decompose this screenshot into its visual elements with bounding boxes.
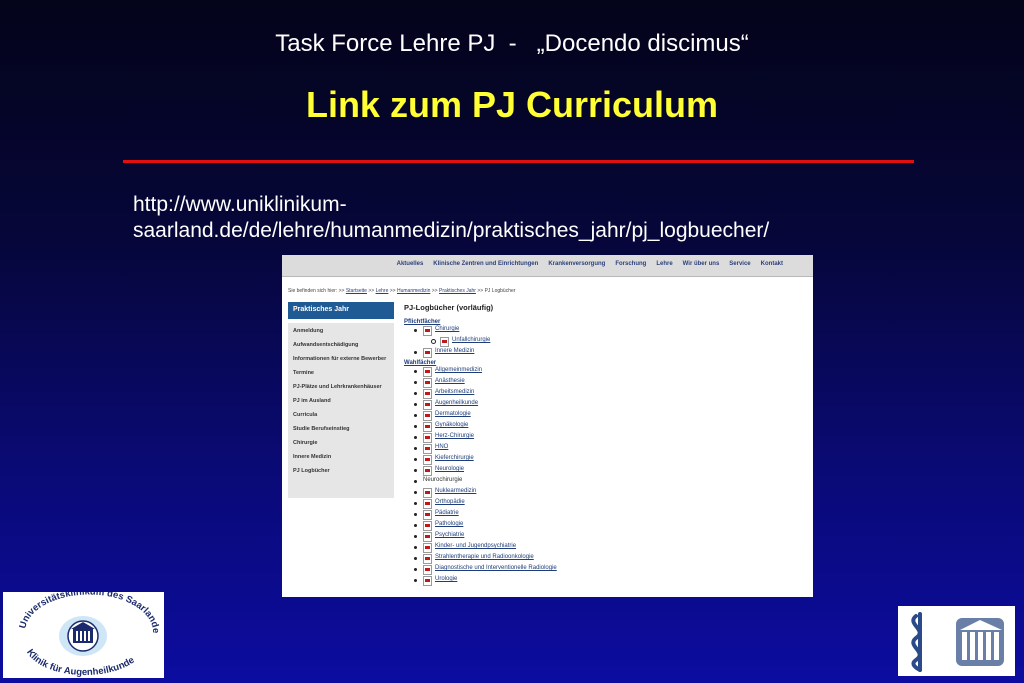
augenklinik-seal-icon bbox=[3, 592, 164, 678]
content-title: PJ-Logbücher (vorläufig) bbox=[404, 303, 494, 312]
pdf-icon bbox=[423, 326, 432, 336]
bullet bbox=[414, 370, 417, 373]
bullet bbox=[414, 447, 417, 450]
pdf-icon bbox=[423, 565, 432, 575]
pdf-icon bbox=[423, 488, 432, 498]
wahl-list bbox=[404, 366, 804, 586]
list-item bbox=[404, 575, 804, 586]
list-item bbox=[404, 421, 804, 432]
pdf-icon bbox=[423, 543, 432, 553]
bullet bbox=[414, 469, 417, 472]
bullet bbox=[414, 414, 417, 417]
bullet bbox=[414, 524, 417, 527]
logbook-link[interactable]: Augenheilkunde bbox=[435, 400, 479, 406]
bullet bbox=[414, 568, 417, 571]
url-line-2[interactable]: saarland.de/de/lehre/humanmedizin/praktisches_jahr/pj_logbuecher/ bbox=[133, 219, 770, 242]
list-item bbox=[404, 564, 804, 575]
bullet bbox=[414, 513, 417, 516]
list-item bbox=[404, 542, 804, 553]
bullet bbox=[414, 535, 417, 538]
list-item bbox=[404, 399, 804, 410]
sidebar bbox=[288, 302, 394, 498]
sidebar-item[interactable]: Anmeldung bbox=[293, 328, 324, 334]
breadcrumb-separator: >> bbox=[431, 288, 438, 294]
logbook-link[interactable]: Allgemeinmedizin bbox=[435, 367, 483, 373]
url-line-1[interactable]: http://www.uniklinikum- bbox=[133, 193, 347, 216]
pdf-icon bbox=[423, 422, 432, 432]
bullet bbox=[414, 557, 417, 560]
logbook-link[interactable]: Gynäkologie bbox=[435, 422, 469, 428]
logbook-link[interactable]: Diagnostische und Interventionelle Radiologie bbox=[435, 565, 557, 571]
bullet bbox=[414, 491, 417, 494]
logbook-link[interactable]: Neurologie bbox=[435, 466, 465, 472]
logbook-link[interactable]: Strahlentherapie und Radioonkologie bbox=[435, 554, 534, 560]
sidebar-heading: Praktisches Jahr bbox=[288, 302, 394, 319]
list-item: Chirurgie bbox=[404, 325, 804, 336]
pdf-icon bbox=[423, 411, 432, 421]
list-item bbox=[404, 410, 804, 421]
breadcrumb-separator: >> bbox=[368, 288, 375, 294]
nav-item-kliniken[interactable]: Klinische Zentren und Einrichtungen bbox=[433, 261, 539, 267]
breadcrumb-link[interactable]: Humanmedizin bbox=[397, 288, 431, 294]
list-item bbox=[404, 443, 804, 454]
section-heading-wahl: Wahlfächer bbox=[404, 360, 437, 366]
bullet bbox=[414, 502, 417, 505]
nav-item-krankenversorgung[interactable]: Krankenversorgung bbox=[548, 261, 606, 267]
bullet bbox=[414, 480, 417, 483]
logbook-link[interactable]: Kinder- und Jugendpsychiatrie bbox=[435, 543, 517, 549]
list-item bbox=[404, 388, 804, 399]
pdf-icon bbox=[423, 532, 432, 542]
list-item bbox=[404, 432, 804, 443]
pdf-icon bbox=[423, 348, 432, 358]
nav-item-kontakt[interactable]: Kontakt bbox=[760, 261, 783, 267]
logbook-link[interactable]: Pädiatrie bbox=[435, 510, 459, 516]
pdf-icon bbox=[423, 576, 432, 586]
list-item: Unfallchirurgie bbox=[404, 336, 804, 347]
breadcrumb-prefix: Sie befinden sich hier: bbox=[288, 288, 338, 294]
list-item bbox=[404, 531, 804, 542]
pdf-icon bbox=[423, 389, 432, 399]
slide-title: Link zum PJ Curriculum bbox=[305, 84, 719, 125]
list-item bbox=[404, 487, 804, 498]
sidebar-item[interactable]: Chirurgie bbox=[293, 440, 318, 446]
logo-text-bottom: Klinik für Augenheilkunde bbox=[24, 647, 137, 678]
sidebar-item[interactable]: Termine bbox=[293, 370, 314, 376]
augenklinik-logo bbox=[3, 592, 164, 678]
logbook-link: Neurochirurgie bbox=[423, 477, 463, 483]
breadcrumb-current: PJ Logbücher bbox=[484, 288, 516, 294]
sidebar-item[interactable]: Informationen für externe Bewerber bbox=[293, 356, 387, 362]
breadcrumb-link[interactable]: Startseite bbox=[345, 288, 367, 294]
bullet bbox=[414, 403, 417, 406]
sidebar-item[interactable]: Studie Berufseinstieg bbox=[293, 426, 350, 432]
list-item bbox=[404, 454, 804, 465]
logo-text-top: Universitätsklini um des Saarlande bbox=[17, 592, 162, 634]
curriculum-url[interactable] bbox=[133, 192, 913, 244]
sidebar-item[interactable]: PJ im Ausland bbox=[293, 398, 331, 404]
pdf-icon bbox=[423, 444, 432, 454]
pdf-icon bbox=[423, 367, 432, 377]
nav-item-aktuelles[interactable]: Aktuelles bbox=[396, 261, 424, 267]
pdf-icon bbox=[423, 378, 432, 388]
sidebar-menu bbox=[288, 323, 394, 498]
breadcrumb-link[interactable]: Lehre bbox=[375, 288, 389, 294]
nav-item-forschung[interactable]: Forschung bbox=[615, 261, 647, 267]
nav-item-wir-ueber-uns[interactable]: Wir über uns bbox=[682, 261, 720, 267]
list-item bbox=[404, 366, 804, 377]
breadcrumb bbox=[282, 277, 813, 294]
section-heading-pflicht: Pflichtfächer bbox=[404, 319, 441, 325]
bullet bbox=[414, 436, 417, 439]
list-item bbox=[404, 553, 804, 564]
nav-item-service[interactable]: Service bbox=[729, 261, 751, 267]
nav-item-lehre[interactable]: Lehre bbox=[656, 261, 673, 267]
list-item: Innere Medizin bbox=[404, 347, 804, 358]
list-item bbox=[404, 520, 804, 531]
sidebar-item[interactable]: Aufwandsentschädigung bbox=[293, 342, 359, 348]
pdf-icon bbox=[423, 433, 432, 443]
pdf-icon bbox=[423, 521, 432, 531]
pdf-icon bbox=[423, 466, 432, 476]
sidebar-item[interactable]: PJ-Plätze und Lehrkrankenhäuser bbox=[293, 384, 382, 390]
logbook-link[interactable]: Kieferchirurgie bbox=[435, 455, 474, 461]
breadcrumb-link[interactable]: Praktisches Jahr bbox=[438, 288, 476, 294]
main-content bbox=[404, 303, 804, 586]
logbook-link[interactable]: Orthopädie bbox=[435, 499, 465, 505]
top-navigation bbox=[282, 255, 813, 277]
logbook-link[interactable]: Herz-Chirurgie bbox=[435, 433, 475, 439]
sidebar-item[interactable]: Curricula bbox=[293, 412, 318, 418]
bullet bbox=[414, 579, 417, 582]
bullet bbox=[414, 546, 417, 549]
logbook-link[interactable]: Arbeitsmedizin bbox=[435, 389, 475, 395]
title-divider bbox=[123, 160, 914, 163]
slide-header: Task Force Lehre PJ - „Docendo discimus“ bbox=[275, 30, 749, 57]
pdf-icon bbox=[423, 554, 432, 564]
list-item bbox=[404, 465, 804, 476]
pdf-icon bbox=[423, 400, 432, 410]
logbook-link[interactable]: Dermatologie bbox=[435, 411, 471, 417]
list-item bbox=[404, 509, 804, 520]
list-item bbox=[404, 377, 804, 388]
logbook-link[interactable]: Urologie bbox=[435, 576, 458, 582]
sidebar-item[interactable]: Innere Medizin bbox=[293, 454, 332, 460]
bullet bbox=[414, 425, 417, 428]
bullet bbox=[414, 392, 417, 395]
logbook-link[interactable]: Pathologie bbox=[435, 521, 464, 527]
embedded-webpage-screenshot bbox=[282, 255, 813, 597]
pdf-icon bbox=[423, 499, 432, 509]
logbook-link[interactable]: Psychiatrie bbox=[435, 532, 465, 538]
logbook-link[interactable]: Anästhesie bbox=[435, 378, 465, 384]
logbook-link[interactable]: Nuklearmedizin bbox=[435, 488, 477, 494]
breadcrumb-separator: >> bbox=[477, 288, 484, 294]
list-item bbox=[404, 498, 804, 509]
pdf-icon bbox=[423, 510, 432, 520]
breadcrumb-separator: >> bbox=[389, 288, 396, 294]
bullet bbox=[414, 381, 417, 384]
university-logo bbox=[898, 606, 1015, 676]
pdf-icon bbox=[440, 337, 449, 347]
breadcrumb-separator: >> bbox=[338, 288, 345, 294]
bullet bbox=[414, 458, 417, 461]
pdf-icon bbox=[423, 455, 432, 465]
university-seal-icon bbox=[898, 606, 1015, 676]
list-item bbox=[404, 476, 804, 487]
logbook-link[interactable]: HNO bbox=[435, 444, 449, 450]
sidebar-item[interactable]: PJ Logbücher bbox=[293, 468, 330, 474]
